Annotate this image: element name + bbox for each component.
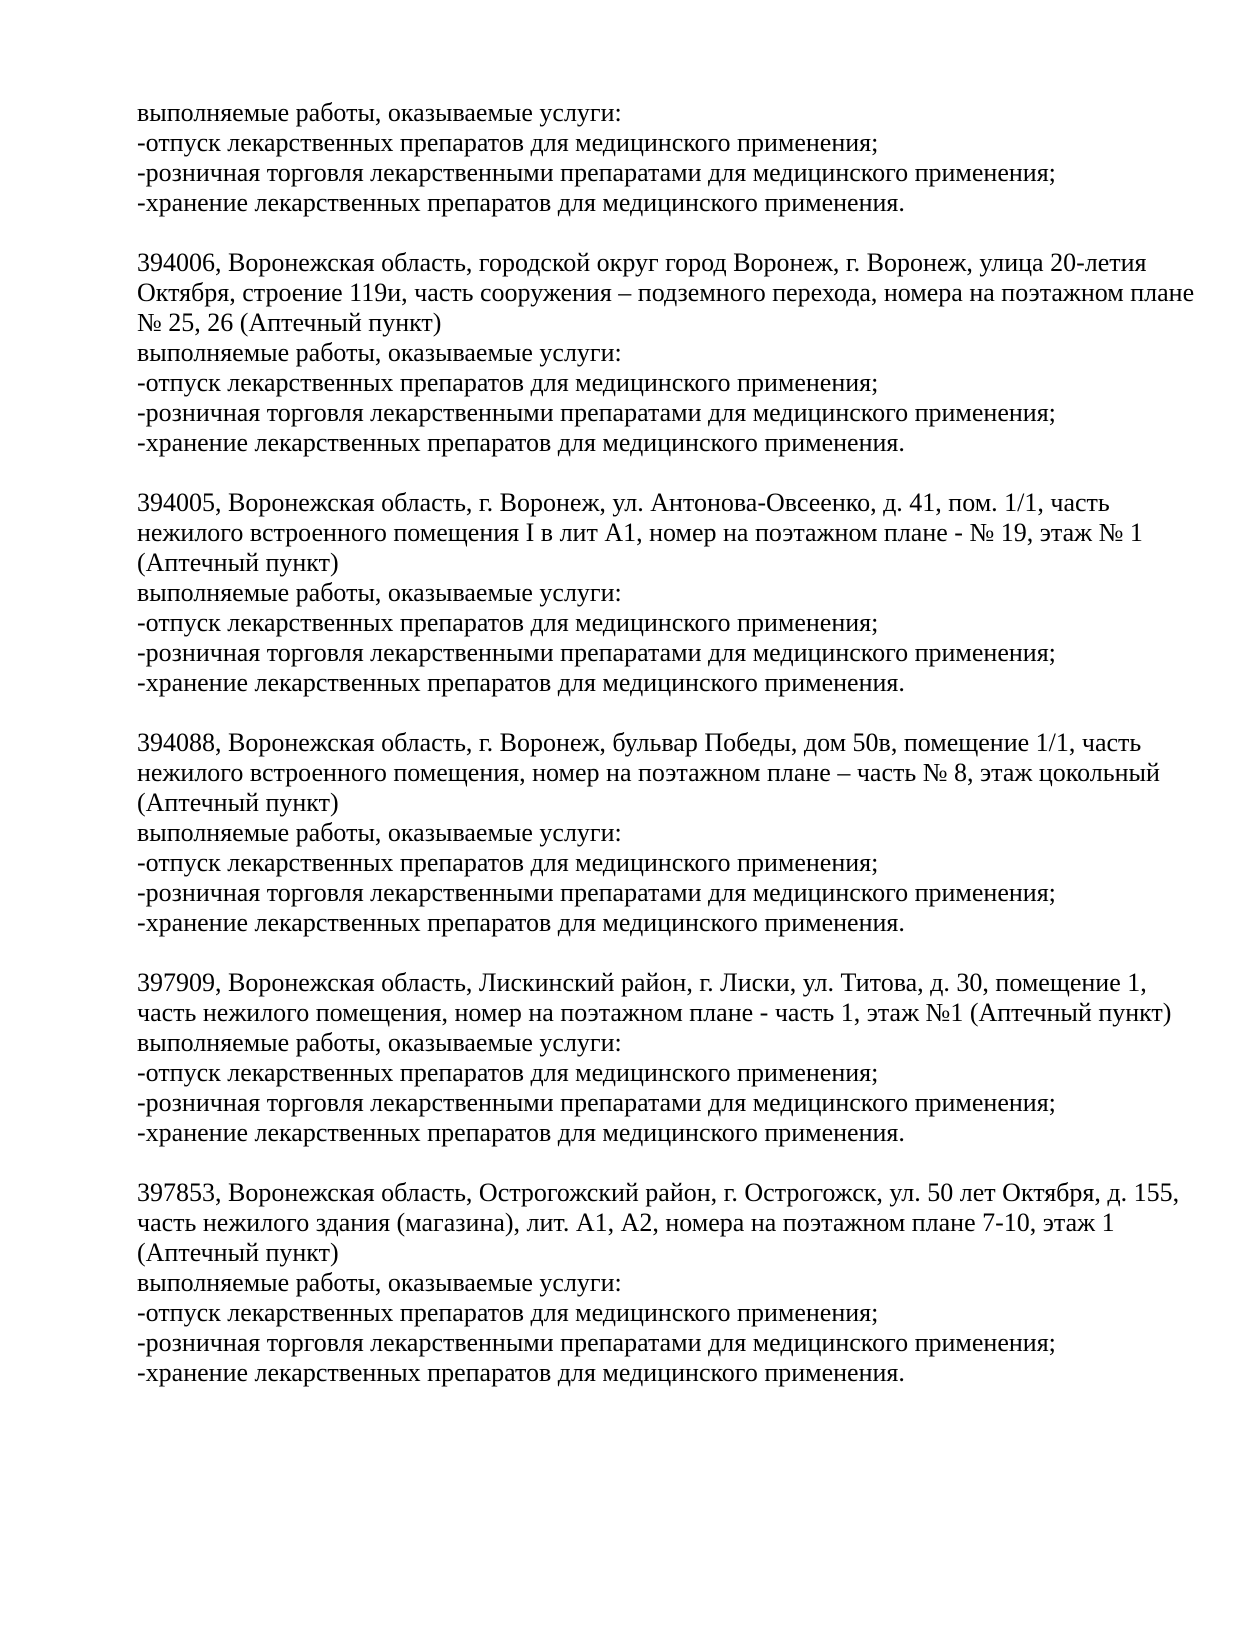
service-item: -хранение лекарственных препаратов для медицинского применения. xyxy=(137,1118,905,1147)
services-header: выполняемые работы, оказываемые услуги: xyxy=(137,338,622,367)
service-item: -хранение лекарственных препаратов для медицинского применения. xyxy=(137,668,905,697)
service-item: -отпуск лекарственных препаратов для медицинского применения; xyxy=(137,1058,879,1087)
license-entry xyxy=(137,488,1170,698)
entry-address-line: Октября, строение 119и, часть сооружения – подземного перехода, номера на поэтажном плане xyxy=(137,278,1195,307)
entry-address-line: 394006, Воронежская область, городской округ город Воронеж, г. Воронеж, улица 20-летия xyxy=(137,248,1147,277)
service-item: -розничная торговля лекарственными препаратами для медицинского применения; xyxy=(137,878,1056,907)
entry-address-line: нежилого встроенного помещения, номер на поэтажном плане – часть № 8, этаж цокольный xyxy=(137,758,1160,787)
entry-address-line: (Аптечный пункт) xyxy=(137,548,339,577)
service-item: -отпуск лекарственных препаратов для медицинского применения; xyxy=(137,608,879,637)
service-item: -розничная торговля лекарственными препаратами для медицинского применения; xyxy=(137,1088,1056,1117)
service-item: -хранение лекарственных препаратов для медицинского применения. xyxy=(137,1358,905,1387)
entry-address-line: 394088, Воронежская область, г. Воронеж, бульвар Победы, дом 50в, помещение 1/1, часть xyxy=(137,728,1142,757)
entry-address-line: часть нежилого помещения, номер на поэтажном плане - часть 1, этаж №1 (Аптечный пункт) xyxy=(137,998,1172,1027)
service-item: -розничная торговля лекарственными препаратами для медицинского применения; xyxy=(137,398,1056,427)
service-item: -хранение лекарственных препаратов для медицинского применения. xyxy=(137,188,905,217)
service-item: -отпуск лекарственных препаратов для медицинского применения; xyxy=(137,1298,879,1327)
entry-address-line: 397853, Воронежская область, Острогожский район, г. Острогожск, ул. 50 лет Октября, д. 155, xyxy=(137,1178,1180,1207)
service-item: -розничная торговля лекарственными препаратами для медицинского применения; xyxy=(137,158,1056,187)
license-entry xyxy=(137,728,1170,938)
services-header: выполняемые работы, оказываемые услуги: xyxy=(137,1028,622,1057)
service-item: -розничная торговля лекарственными препаратами для медицинского применения; xyxy=(137,638,1056,667)
entry-address-line: нежилого встроенного помещения I в лит А1, номер на поэтажном плане - № 19, этаж № 1 xyxy=(137,518,1143,547)
service-item: -отпуск лекарственных препаратов для медицинского применения; xyxy=(137,368,879,397)
service-item: -розничная торговля лекарственными препаратами для медицинского применения; xyxy=(137,1328,1056,1357)
service-item: -хранение лекарственных препаратов для медицинского применения. xyxy=(137,908,905,937)
entry-address-line: 394005, Воронежская область, г. Воронеж, ул. Антонова-Овсеенко, д. 41, пом. 1/1, часть xyxy=(137,488,1110,517)
entry-address-line: № 25, 26 (Аптечный пункт) xyxy=(137,308,442,337)
services-header: выполняемые работы, оказываемые услуги: xyxy=(137,98,622,127)
license-entry xyxy=(137,248,1195,458)
license-entry-continuation xyxy=(137,98,1170,218)
entry-address-line: (Аптечный пункт) xyxy=(137,1238,339,1267)
services-header: выполняемые работы, оказываемые услуги: xyxy=(137,578,622,607)
license-entry xyxy=(137,1178,1180,1388)
service-item: -отпуск лекарственных препаратов для медицинского применения; xyxy=(137,128,879,157)
license-entry xyxy=(137,968,1170,1148)
service-item: -хранение лекарственных препаратов для медицинского применения. xyxy=(137,428,905,457)
service-item: -отпуск лекарственных препаратов для медицинского применения; xyxy=(137,848,879,877)
entry-address-line: 397909, Воронежская область, Лискинский район, г. Лиски, ул. Титова, д. 30, помещение 1, xyxy=(137,968,1147,997)
entry-address-line: часть нежилого здания (магазина), лит. А1, А2, номера на поэтажном плане 7-10, этаж 1 xyxy=(137,1208,1115,1237)
entry-address-line: (Аптечный пункт) xyxy=(137,788,339,817)
services-header: выполняемые работы, оказываемые услуги: xyxy=(137,1268,622,1297)
services-header: выполняемые работы, оказываемые услуги: xyxy=(137,818,622,847)
